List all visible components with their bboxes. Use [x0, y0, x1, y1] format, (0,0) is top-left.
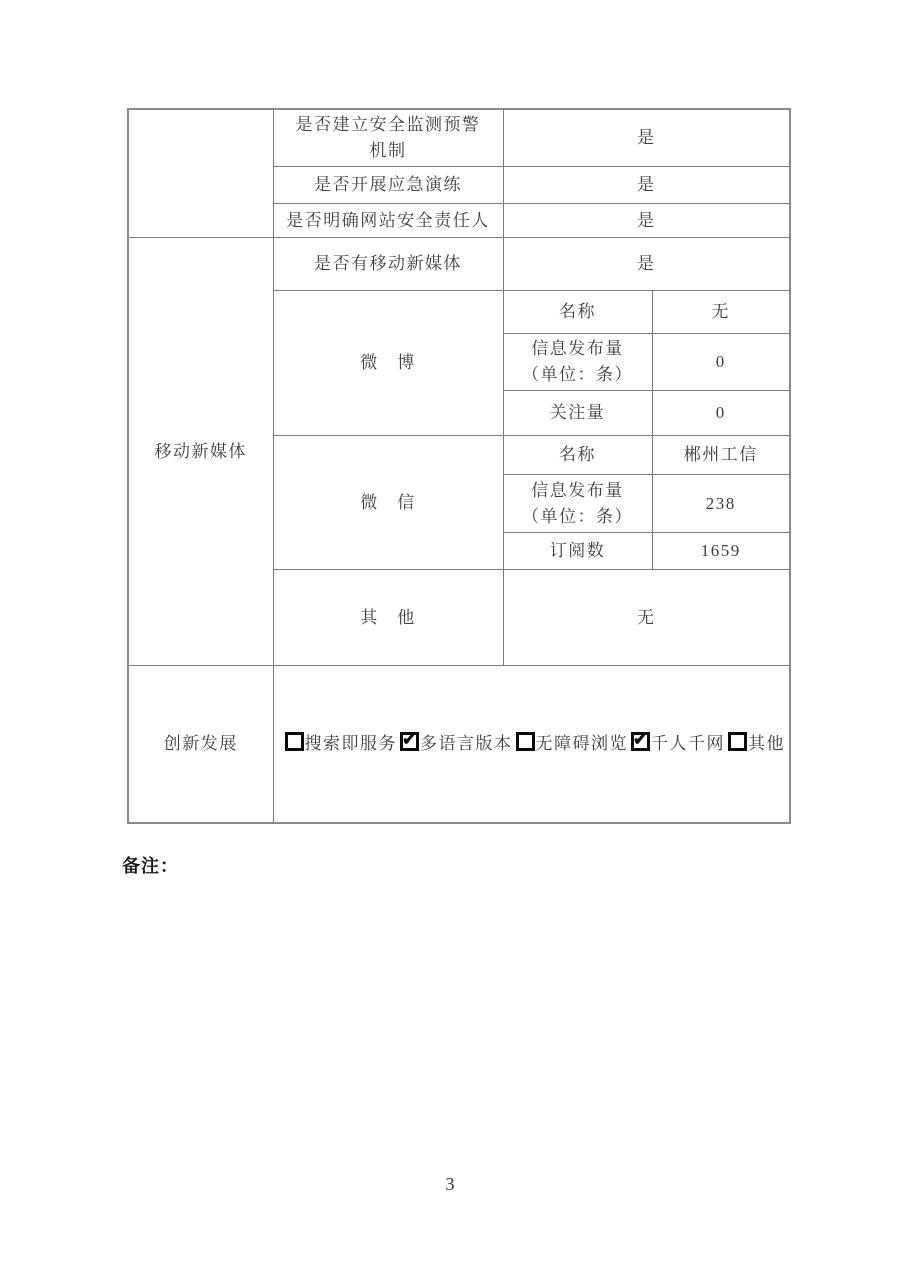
checkbox-other[interactable] — [728, 732, 747, 751]
weibo-followers-value: 0 — [652, 391, 790, 436]
table-row — [128, 666, 790, 823]
row-value: 是 — [503, 204, 790, 238]
subcategory-wechat: 微 信 — [273, 436, 503, 570]
category-cell-mobile-media: 移动新媒体 — [128, 238, 273, 666]
checkbox-search-as-service[interactable] — [285, 732, 304, 751]
row-value: 是 — [503, 109, 790, 167]
innovation-option — [282, 734, 398, 753]
row-value: 是 — [503, 238, 790, 291]
checkbox-label: 千人千网 — [651, 734, 725, 754]
weibo-followers-label: 关注量 — [503, 391, 652, 436]
report-table — [127, 108, 791, 824]
weibo-name-value: 无 — [652, 291, 790, 334]
row-label-has-mobile-media: 是否有移动新媒体 — [273, 238, 503, 291]
label-line: 机制 — [369, 141, 407, 160]
weibo-name-label: 名称 — [503, 291, 652, 334]
row-label-emergency-drill: 是否开展应急演练 — [273, 167, 503, 204]
label-line: （单位：条） — [522, 506, 633, 526]
wechat-name-label: 名称 — [503, 436, 652, 475]
table-row — [128, 238, 790, 291]
checkbox-label: 无障碍浏览 — [535, 734, 628, 754]
checkbox-label: 多语言版本 — [420, 734, 513, 754]
wechat-name-value: 郴州工信 — [652, 436, 790, 475]
row-value: 是 — [503, 167, 790, 204]
wechat-posts-label — [503, 475, 652, 533]
checkbox-personalized-web[interactable] — [631, 732, 650, 751]
label-line: 是否建立安全监测预警 — [295, 115, 481, 134]
subcategory-weibo: 微 博 — [273, 291, 503, 436]
weibo-posts-label — [503, 334, 652, 391]
subcategory-other: 其 他 — [273, 570, 503, 666]
row-label-security-officer: 是否明确网站安全责任人 — [273, 204, 503, 238]
innovation-option — [397, 734, 513, 753]
label-line: 信息发布量 — [531, 480, 624, 500]
wechat-posts-value: 238 — [652, 475, 790, 533]
weibo-posts-value: 0 — [652, 334, 790, 391]
checkbox-multilingual[interactable] — [400, 732, 419, 751]
table-row — [128, 109, 790, 167]
checkbox-accessibility[interactable] — [516, 732, 535, 751]
innovation-option — [628, 734, 725, 753]
label-line: （单位：条） — [522, 365, 633, 384]
innovation-options-cell — [273, 666, 790, 823]
label-line: 信息发布量 — [531, 339, 624, 358]
notes-label: 备注： — [122, 856, 179, 876]
wechat-subscribers-value: 1659 — [652, 533, 790, 570]
checkbox-label: 其他 — [748, 734, 785, 754]
other-value: 无 — [503, 570, 790, 666]
page-number: 3 — [445, 1174, 455, 1194]
wechat-subscribers-label: 订阅数 — [503, 533, 652, 570]
innovation-option — [725, 734, 785, 753]
category-cell-empty — [128, 109, 273, 238]
category-cell-innovation: 创新发展 — [128, 666, 273, 823]
checkbox-label: 搜索即服务 — [304, 734, 397, 754]
innovation-option — [513, 734, 629, 753]
row-label-security-monitoring — [273, 109, 503, 167]
